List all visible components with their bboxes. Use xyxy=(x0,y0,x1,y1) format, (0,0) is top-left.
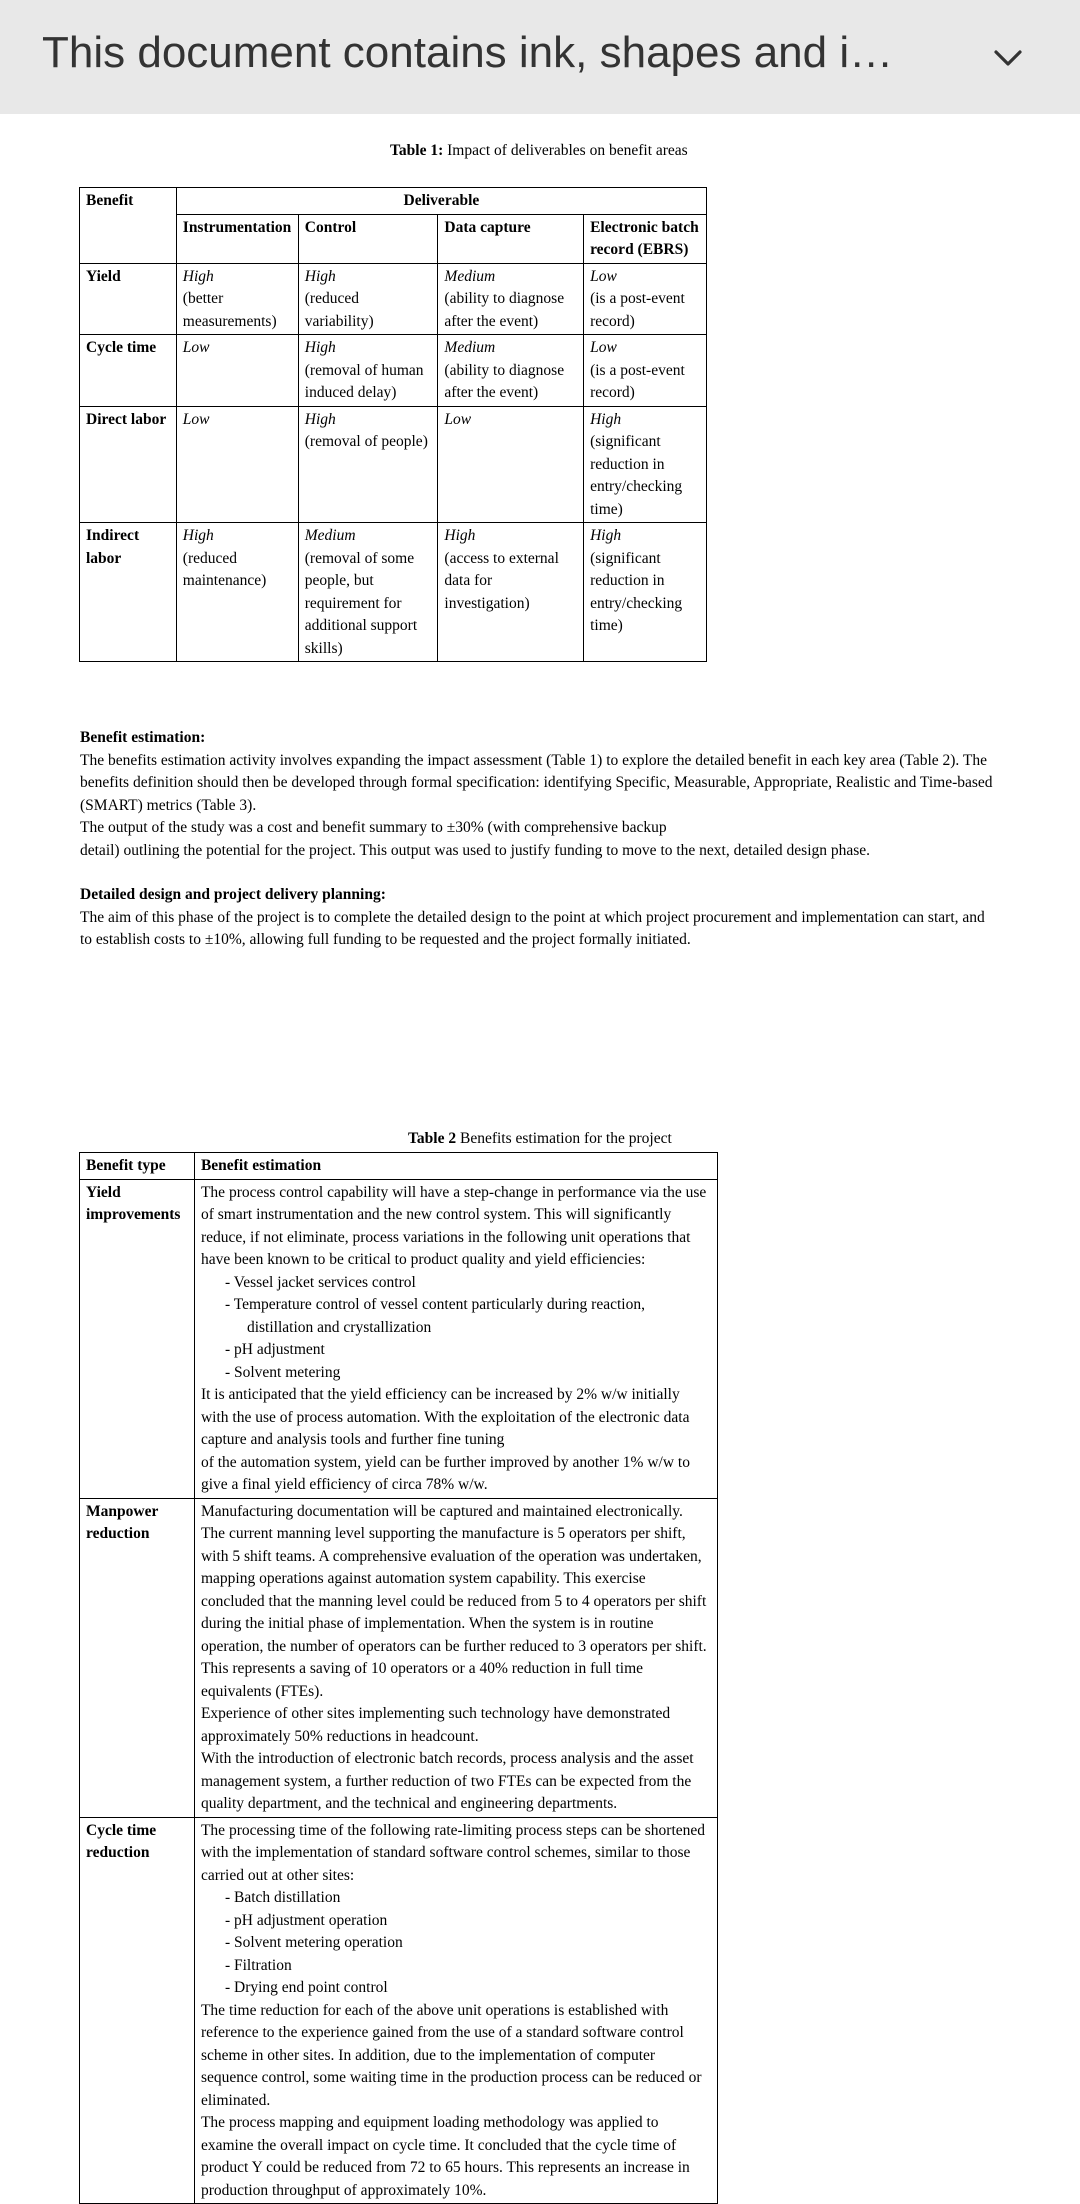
row-benefit: Cycle time xyxy=(80,335,177,407)
benefit-estimation-cell: The processing time of the following rate-limiting process steps can be shortened with the implementation of standard software control schemes, similar to those carried out at other sites: - Batch distillation - pH adjustment operation - Solvent metering operation - Filtration - Drying end point control The time reduction for each of the above unit operations is established with reference to the experience gained from the use of a standard software control scheme in other sites. In addition, due to the implementation of computer sequence control, some waiting time in the production process can be reduced or eliminated. The process mapping and equipment loading methodology was applied to examine the overall impact on cycle time. It concluded that the cycle time of product Y could be reduced from 72 to 65 hours. This represents an increase in production throughput of approximately 10%. xyxy=(194,1817,717,2204)
table1-caption-label: Table 1: xyxy=(390,142,444,159)
table2-caption xyxy=(408,1130,672,1148)
table-cell: Low xyxy=(438,406,584,523)
detailed-design-section xyxy=(80,884,1000,952)
paragraph: detail) outlining the potential for the project. This output was used to justify funding to move to the next, detailed design phase. xyxy=(80,841,871,859)
paragraph: The benefits estimation activity involves expanding the impact assessment (Table 1) to explore the detailed benefit in each key area (Table 2). The benefits definition should then be developed through formal specification: identifying Specific, Measurable, Appropriate, Realistic and Time-based (SMART) metrics (Table 3). xyxy=(80,751,993,814)
benefit-type: Yield improvements xyxy=(80,1179,195,1498)
benefit-type: Manpower reduction xyxy=(80,1498,195,1817)
table-cell: Medium (ability to diagnose after the event) xyxy=(438,335,584,407)
row-benefit: Indirect labor xyxy=(80,523,177,662)
section-heading: Detailed design and project delivery planning: xyxy=(80,886,386,903)
row-benefit: Yield xyxy=(80,263,177,335)
table2-caption-text: Benefits estimation for the project xyxy=(456,1130,672,1147)
table2-caption-label: Table 2 xyxy=(408,1130,457,1147)
col-data-capture: Data capture xyxy=(438,214,584,263)
benefits-estimation-table xyxy=(79,1152,718,2204)
table-row xyxy=(80,1179,718,1498)
col-ebrs: Electronic batch record (EBRS) xyxy=(584,214,707,263)
col-instrumentation: Instrumentation xyxy=(176,214,298,263)
table-cell: High (removal of people) xyxy=(298,406,438,523)
paragraph: The aim of this phase of the project is to complete the detailed design to the point at which project procurement and implementation can start, and to establish costs to ±10%, allowing full funding to be requested and the project formally initiated. xyxy=(80,908,985,948)
header-benefit-type: Benefit type xyxy=(80,1153,195,1180)
paragraph: The output of the study was a cost and benefit summary to ±30% (with comprehensive backup xyxy=(80,819,667,836)
table-row xyxy=(80,1817,718,2204)
table1-caption xyxy=(390,142,688,160)
table-cell: Medium (removal of some people, but requirement for additional support skills) xyxy=(298,523,438,662)
table-cell: High (significant reduction in entry/checking time) xyxy=(584,406,707,523)
table-cell: Low (is a post-event record) xyxy=(584,335,707,407)
header-deliverable: Deliverable xyxy=(176,188,706,215)
table-row xyxy=(80,523,707,662)
benefit-estimation-cell: The process control capability will have a step-change in performance via the use of smart instrumentation and the new control system. This will significantly reduce, if not eliminate, process variations in the following unit operations that have been known to be critical to product quality and yield efficiencies: - Vessel jacket services control - Temperature control of vessel content particularly during reaction, distillation and crystallization - pH adjustment - Solvent metering It is anticipated that the yield efficiency can be increased by 2% w/w initially with the use of process automation. With the exploitation of the electronic data capture and analysis tools and further fine tuning of the automation system, yield can be further improved by another 1% w/w to give a final yield efficiency of circa 78% w/w. xyxy=(194,1179,717,1498)
table-row xyxy=(80,1498,718,1817)
table-row xyxy=(80,263,707,335)
col-control: Control xyxy=(298,214,438,263)
header-benefit: Benefit xyxy=(80,188,177,215)
table-row xyxy=(80,406,707,523)
table-cell: High (removal of human induced delay) xyxy=(298,335,438,407)
table-cell: High (reduced variability) xyxy=(298,263,438,335)
table-cell: Low (is a post-event record) xyxy=(584,263,707,335)
section-heading: Benefit estimation: xyxy=(80,729,206,746)
benefit-estimation-cell: Manufacturing documentation will be captured and maintained electronically. The current manning level supporting the manufacture is 5 operators per shift, with 5 shift teams. A comprehensive evaluation of the operation was undertaken, mapping operations against automation system capability. This exercise concluded that the manning level could be reduced from 5 to 4 operators per shift during the initial phase of implementation. When the system is in routine operation, the number of operators can be further reduced to 3 operators per shift. This represents a saving of 10 operators or a 40% reduction in full time equivalents (FTEs). Experience of other sites implementing such technology have demonstrated approximately 50% reductions in headcount. With the introduction of electronic batch records, process analysis and the asset management system, a further reduction of two FTEs can be expected from the quality department, and the technical and engineering departments. xyxy=(194,1498,717,1817)
table-cell: Medium (ability to diagnose after the event) xyxy=(438,263,584,335)
header-benefit-estimation: Benefit estimation xyxy=(194,1153,717,1180)
benefit-type: Cycle time reduction xyxy=(80,1817,195,2204)
table-cell: Low xyxy=(176,335,298,407)
impact-table xyxy=(79,187,707,662)
banner-title: This document contains ink, shapes and i… xyxy=(42,28,894,77)
table1-caption-text: Impact of deliverables on benefit areas xyxy=(443,142,688,159)
table-cell: Low xyxy=(176,406,298,523)
table-cell: High (better measurements) xyxy=(176,263,298,335)
chevron-down-icon[interactable] xyxy=(990,40,1026,76)
table-cell: High (reduced maintenance) xyxy=(176,523,298,662)
table-row xyxy=(80,335,707,407)
document-banner xyxy=(0,0,1080,114)
table-cell: High (significant reduction in entry/checking time) xyxy=(584,523,707,662)
benefit-estimation-section xyxy=(80,727,1000,862)
row-benefit: Direct labor xyxy=(80,406,177,523)
table-cell: High (access to external data for investigation) xyxy=(438,523,584,662)
